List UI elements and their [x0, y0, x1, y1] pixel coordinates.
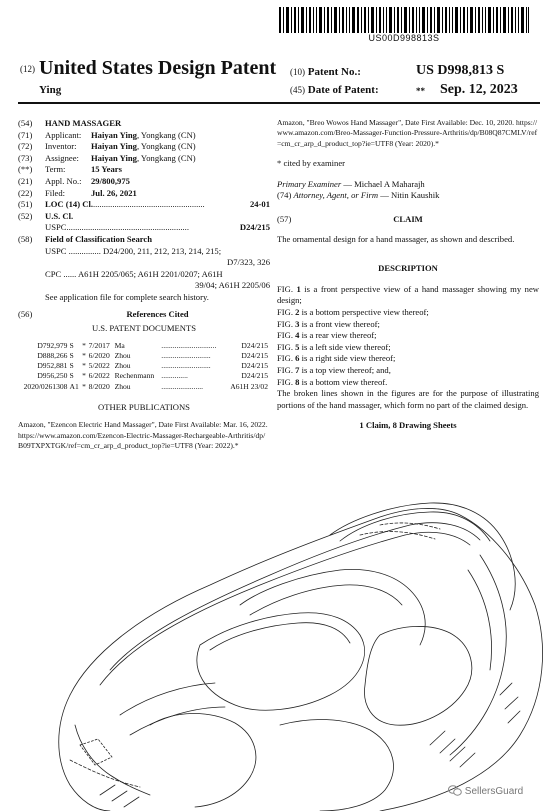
- ref-date: 8/2020: [88, 381, 110, 391]
- figure-label: FIG.: [277, 306, 296, 317]
- figure-text: is a bottom view thereof.: [299, 376, 388, 387]
- ref-name: Zhou: [114, 381, 131, 391]
- ref-name: Ma: [114, 340, 125, 350]
- figure-number: 1: [296, 283, 301, 294]
- ref-leader: ......................: [161, 381, 204, 391]
- ref-name: Zhou: [114, 350, 131, 360]
- figure-number: 3: [295, 318, 300, 329]
- figure-number: 8: [295, 376, 300, 387]
- ref-star: *: [82, 371, 86, 381]
- claims-and-sheets: 1 Claim, 8 Drawing Sheets: [359, 420, 457, 431]
- figure-description: [277, 307, 539, 319]
- uspc-leader: .........................................................: [66, 222, 189, 233]
- field-cpc-line1: CPC ...... A61H 2205/065; A61H 2201/0207; A61H: [45, 268, 223, 279]
- figure-description: [277, 353, 539, 365]
- uscl-row: [18, 211, 270, 223]
- appl-no-row: [18, 176, 270, 188]
- other-publication-1: Amazon, "Ezencon Electric Hand Massager", Date First Available: Mar. 16, 2022. https://www.amazon.com/Ezencon-Electric-Massager-Rechargeable-Arthritis/dp/B09TXPXTGK/ref=cm_cr_arp_d_product_top?ie=UTF8 (Year: 2022).*: [18, 420, 268, 451]
- attorney-code: (74): [277, 190, 292, 201]
- us-references-table: [18, 341, 270, 392]
- ref-class: D24/215: [241, 340, 268, 350]
- inventor-code: (72): [18, 141, 33, 152]
- figure-description: [277, 319, 539, 331]
- patent-number-row: [290, 66, 361, 78]
- assignee-label: Assignee:: [45, 152, 79, 163]
- field-row: [18, 234, 270, 246]
- ref-star: *: [82, 381, 86, 391]
- figure-number: 7: [295, 364, 300, 375]
- applicant-name: Haiyan Ying: [91, 129, 137, 140]
- figure-text: is a rear view thereof;: [299, 330, 377, 341]
- loc-leader: ....................................................: [92, 199, 205, 210]
- bibliographic-column: [18, 118, 270, 452]
- document-type-title: United States Design Patent: [39, 57, 277, 79]
- refs-label: References Cited: [126, 308, 189, 319]
- us-docs-heading: U.S. PATENT DOCUMENTS: [91, 323, 197, 334]
- description-heading: DESCRIPTION: [378, 263, 438, 274]
- figure-description: [277, 365, 539, 377]
- uspc-label: USPC: [45, 222, 67, 233]
- term-code: (**): [18, 164, 33, 175]
- patent-number: US D998,813 S: [416, 63, 505, 78]
- attorney-name: — Nitin Kaushik: [378, 190, 440, 201]
- figure-text: is a bottom perspective view thereof;: [299, 306, 429, 317]
- other-pubs-heading: OTHER PUBLICATIONS: [98, 401, 190, 412]
- reference-row: [18, 382, 270, 392]
- ref-star: *: [82, 361, 86, 371]
- term-label: Term:: [45, 164, 66, 175]
- ref-date: 6/2022: [88, 371, 110, 381]
- assignee-name: Haiyan Ying: [91, 152, 137, 163]
- ref-leader: ..........................: [161, 350, 211, 360]
- applicant-label: Applicant:: [45, 129, 82, 140]
- claim-text: The ornamental design for a hand massager, as shown and described.: [277, 233, 515, 244]
- loc-value: 24-01: [249, 199, 270, 210]
- filed-date: Jul. 26, 2021: [91, 187, 137, 198]
- figure-label: FIG.: [277, 341, 296, 352]
- figure-text: is a front perspective view of a hand massager showing my new design;: [277, 283, 539, 306]
- ref-kind: S: [69, 371, 74, 381]
- loc-code: (51): [18, 199, 33, 210]
- applicant-location: , Yongkang (CN): [136, 129, 196, 140]
- appl-label: Appl. No.:: [45, 175, 82, 186]
- inventor-location: , Yongkang (CN): [136, 141, 196, 152]
- ref-number: D952,881: [37, 361, 68, 371]
- figure-number: 4: [295, 330, 300, 341]
- field-uspc-line2: D7/323, 326: [227, 257, 270, 268]
- applicant-row: [18, 130, 270, 142]
- figure-description: [277, 377, 539, 389]
- field-cpc-line2: 39/04; A61H 2205/06: [195, 280, 270, 291]
- ref-class: D24/215: [241, 371, 268, 381]
- ref-class: D24/215: [241, 361, 268, 371]
- claim-heading: CLAIM: [393, 214, 423, 224]
- reference-row: [18, 341, 270, 351]
- ref-class: D24/215: [241, 350, 268, 360]
- ref-number: D956,250: [37, 371, 68, 381]
- figure-label: FIG.: [277, 353, 296, 364]
- reference-row: [18, 351, 270, 361]
- patent-number-label: Patent No.:: [307, 66, 361, 78]
- figure-label: FIG.: [277, 318, 296, 329]
- ref-number: D792,979: [37, 340, 68, 350]
- code-10: (10): [290, 67, 305, 77]
- figure-label: FIG.: [277, 376, 296, 387]
- claim-heading-row: [277, 214, 539, 226]
- figure-description: [277, 284, 539, 307]
- cited-by-examiner-note: * cited by examiner: [277, 158, 346, 169]
- figure-label: FIG.: [277, 364, 296, 375]
- watermark: [448, 785, 523, 797]
- reference-row: [18, 371, 270, 381]
- figure-text: is a left side view thereof;: [299, 341, 391, 352]
- figure-text: is a right side view thereof;: [299, 353, 396, 364]
- figure-number: 2: [295, 306, 300, 317]
- figure-text: is a top view thereof; and,: [299, 364, 391, 375]
- figure-label: FIG.: [277, 330, 296, 341]
- header-rule: [18, 102, 540, 104]
- hand-massager-drawing: [0, 495, 555, 811]
- ref-date: 7/2017: [88, 340, 110, 350]
- examiner-label: Primary Examiner: [277, 178, 342, 189]
- field-label: Field of Classification Search: [45, 233, 153, 244]
- term-row: [18, 164, 270, 176]
- watermark-text: SellersGuard: [464, 786, 524, 797]
- uspc-value: D24/215: [239, 222, 270, 233]
- filed-code: (22): [18, 187, 33, 198]
- inventor-label: Inventor:: [45, 141, 77, 152]
- examiner-name: — Michael A Maharajh: [341, 178, 425, 189]
- reference-row: [18, 361, 270, 371]
- ref-name: Zhou: [114, 361, 131, 371]
- field-code: (58): [18, 233, 33, 244]
- title-code: (54): [18, 118, 33, 128]
- applicant-code: (71): [18, 129, 33, 140]
- ref-star: *: [82, 340, 86, 350]
- attorney-label: Attorney, Agent, or Firm: [293, 190, 379, 201]
- loc-label: LOC (14) Cl.: [45, 199, 93, 210]
- barcode: [279, 7, 529, 33]
- ref-kind: S: [69, 340, 74, 350]
- term-value: 15 Years: [91, 164, 122, 175]
- figure-description: [277, 342, 539, 354]
- refs-row: [18, 309, 270, 321]
- ref-number: 2020/0261308: [23, 381, 68, 391]
- figure-number: 6: [295, 353, 300, 364]
- claim-code: (57): [277, 214, 292, 224]
- figure-description: [277, 330, 539, 342]
- ref-date: 6/2020: [88, 350, 110, 360]
- code-45: (45): [290, 85, 305, 95]
- appl-number: 29/800,975: [91, 175, 130, 186]
- appl-code: (21): [18, 175, 33, 186]
- other-publication-2: Amazon, "Breo Wowos Hand Massager", Date First Available: Dec. 10, 2020. https://www.amazon.com/Breo-Massager-Function-Pressure-Arthritis/dp/B08Q87CMLV/ref=cm_cr_arp_d_product_top?ie=UTF8 (Year: 2020).*: [277, 118, 538, 148]
- filed-row: [18, 188, 270, 200]
- ref-leader: ..............: [161, 371, 188, 381]
- assignee-code: (73): [18, 152, 33, 163]
- inventor-surname: Ying: [39, 84, 62, 96]
- title-row: [18, 118, 270, 130]
- uscl-code: (52): [18, 210, 33, 221]
- field-note: See application file for complete search history.: [45, 291, 209, 302]
- ref-leader: ..........................: [161, 361, 211, 371]
- wechat-icon: [448, 785, 462, 796]
- uscl-label: U.S. Cl.: [45, 210, 74, 221]
- us-references-body: [18, 341, 270, 392]
- code-12: (12): [20, 64, 35, 74]
- ref-kind: A1: [69, 381, 79, 391]
- inventor-name: Haiyan Ying: [91, 141, 137, 152]
- ref-kind: S: [69, 350, 74, 360]
- invention-title: HAND MASSAGER: [45, 118, 122, 128]
- claims-column: [277, 118, 539, 432]
- filed-label: Filed:: [45, 187, 66, 198]
- date-of-patent: Sep. 12, 2023: [440, 82, 518, 97]
- figure-text: is a front view thereof;: [299, 318, 380, 329]
- refs-code: (56): [18, 308, 33, 319]
- loc-row: [18, 199, 270, 211]
- ref-name: Rechenmann: [114, 371, 155, 381]
- figure-list: [277, 284, 539, 388]
- date-label: Date of Patent:: [307, 84, 379, 96]
- field-uspc-line1: USPC ............... D24/200, 211, 212, 213, 214, 215;: [45, 245, 222, 256]
- assignee-location: , Yongkang (CN): [136, 152, 196, 163]
- figure-number: 5: [295, 341, 300, 352]
- date-row: [290, 84, 379, 96]
- inventor-row: [18, 141, 270, 153]
- uspc-row: [18, 222, 270, 234]
- ref-class: A61H 23/02: [230, 381, 268, 391]
- ref-number: D888,266: [37, 350, 68, 360]
- figure-label: FIG.: [277, 283, 297, 294]
- broken-lines-note: The broken lines shown in the figures are for the purpose of illustrating portions of the hand massager, which form no part of the claimed design.: [277, 388, 539, 410]
- attorney-line: [277, 190, 539, 202]
- date-marker: **: [416, 86, 425, 96]
- ref-date: 5/2022: [88, 361, 110, 371]
- examiner-line: [277, 179, 539, 191]
- ref-star: *: [82, 350, 86, 360]
- ref-leader: .............................: [161, 340, 217, 350]
- assignee-row: [18, 153, 270, 165]
- ref-kind: S: [69, 361, 74, 371]
- barcode-number: US00D998813S: [368, 33, 440, 43]
